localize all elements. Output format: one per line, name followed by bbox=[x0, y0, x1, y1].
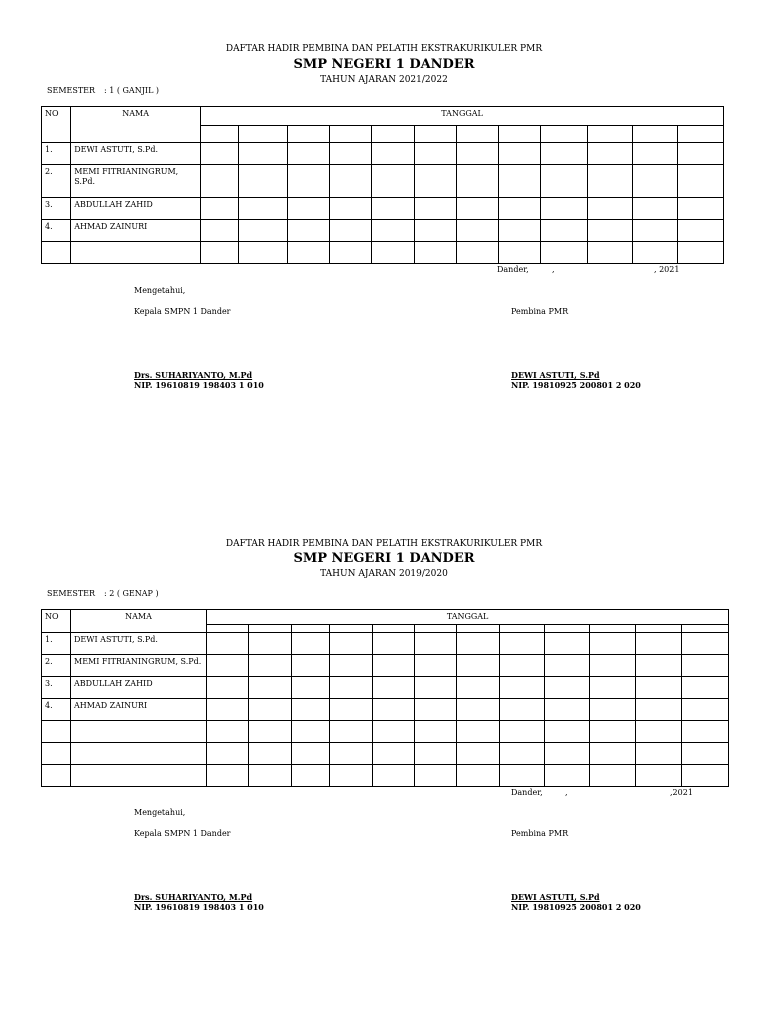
attendance-cell[interactable] bbox=[590, 677, 636, 699]
attendance-cell[interactable] bbox=[456, 242, 498, 264]
attendance-cell[interactable] bbox=[545, 633, 590, 655]
attendance-cell[interactable] bbox=[636, 655, 682, 677]
attendance-cell[interactable] bbox=[457, 655, 500, 677]
date-header-cell[interactable] bbox=[292, 625, 330, 633]
attendance-cell[interactable] bbox=[249, 655, 292, 677]
attendance-cell[interactable] bbox=[201, 220, 239, 242]
advisor-name: DEWI ASTUTI, S.Pd bbox=[511, 370, 600, 380]
attendance-cell[interactable] bbox=[207, 633, 249, 655]
date-year: , 2021 bbox=[654, 265, 680, 274]
attendance-cell[interactable] bbox=[456, 220, 498, 242]
principal-nip: NIP. 19610819 198403 1 010 bbox=[134, 902, 264, 912]
attendance-cell[interactable] bbox=[287, 165, 329, 198]
attendance-cell[interactable] bbox=[457, 765, 500, 787]
attendance-cell[interactable] bbox=[330, 143, 372, 165]
attendance-cell[interactable] bbox=[330, 655, 373, 677]
attendance-cell[interactable] bbox=[292, 633, 330, 655]
attendance-cell[interactable] bbox=[500, 655, 545, 677]
attendance-cell[interactable] bbox=[239, 165, 287, 198]
member-name: AHMAD ZAINURI bbox=[71, 699, 207, 721]
row-number: 2. bbox=[42, 165, 71, 198]
attendance-cell[interactable] bbox=[499, 165, 541, 198]
attendance-cell[interactable] bbox=[590, 633, 636, 655]
attendance-cell[interactable] bbox=[239, 198, 287, 220]
date-header-cell[interactable] bbox=[633, 126, 678, 143]
attendance-cell[interactable] bbox=[330, 765, 373, 787]
attendance-cell[interactable] bbox=[457, 699, 500, 721]
date-header-cell[interactable] bbox=[201, 126, 239, 143]
attendance-cell[interactable] bbox=[330, 699, 373, 721]
table-row bbox=[42, 165, 724, 198]
member-name: ABDULLAH ZAHID bbox=[71, 198, 201, 220]
advisor-title: Pembina PMR bbox=[511, 829, 569, 838]
row-number: 4. bbox=[42, 220, 71, 242]
attendance-cell[interactable] bbox=[373, 677, 415, 699]
attendance-cell[interactable] bbox=[372, 220, 414, 242]
attendance-cell[interactable] bbox=[636, 699, 682, 721]
attendance-cell[interactable] bbox=[500, 765, 545, 787]
attendance-cell[interactable] bbox=[372, 165, 414, 198]
date-header-cell[interactable] bbox=[330, 126, 372, 143]
row-number: 2. bbox=[42, 655, 71, 677]
attendance-cell[interactable] bbox=[207, 743, 249, 765]
semester-label: SEMESTER bbox=[47, 86, 96, 95]
advisor-nip: NIP. 19810925 200801 2 020 bbox=[511, 902, 641, 912]
attendance-cell[interactable] bbox=[587, 220, 632, 242]
table-row bbox=[42, 721, 729, 743]
member-name bbox=[71, 765, 207, 787]
attendance-cell[interactable] bbox=[207, 699, 249, 721]
table-row bbox=[42, 143, 724, 165]
column-header-tanggal: TANGGAL bbox=[207, 610, 729, 625]
attendance-cell[interactable] bbox=[207, 655, 249, 677]
attendance-cell[interactable] bbox=[457, 721, 500, 743]
attendance-cell[interactable] bbox=[636, 677, 682, 699]
attendance-cell[interactable] bbox=[415, 743, 457, 765]
date-header-cell[interactable] bbox=[587, 126, 632, 143]
attendance-cell[interactable] bbox=[541, 143, 587, 165]
attendance-cell[interactable] bbox=[330, 242, 372, 264]
date-header-cell[interactable] bbox=[330, 625, 373, 633]
attendance-cell[interactable] bbox=[292, 743, 330, 765]
place-date-label: Dander, bbox=[497, 265, 529, 274]
table-row bbox=[42, 699, 729, 721]
attendance-cell[interactable] bbox=[545, 743, 590, 765]
attendance-cell[interactable] bbox=[587, 143, 632, 165]
attendance-cell[interactable] bbox=[456, 198, 498, 220]
date-header-cell[interactable] bbox=[678, 126, 724, 143]
attendance-cell[interactable] bbox=[541, 165, 587, 198]
attendance-cell[interactable] bbox=[249, 765, 292, 787]
attendance-cell[interactable] bbox=[373, 633, 415, 655]
date-header-cell[interactable] bbox=[249, 625, 292, 633]
attendance-cell[interactable] bbox=[287, 242, 329, 264]
table-row bbox=[42, 743, 729, 765]
attendance-cell[interactable] bbox=[636, 743, 682, 765]
attendance-cell[interactable] bbox=[682, 655, 729, 677]
attendance-cell[interactable] bbox=[590, 743, 636, 765]
table-row bbox=[42, 633, 729, 655]
attendance-cell[interactable] bbox=[633, 242, 678, 264]
member-name bbox=[71, 242, 201, 264]
principal-name: Drs. SUHARIYANTO, M.Pd bbox=[134, 370, 253, 380]
semester-value: : 2 ( GENAP ) bbox=[104, 589, 159, 598]
attendance-cell[interactable] bbox=[415, 765, 457, 787]
advisor-nip: NIP. 19810925 200801 2 020 bbox=[511, 380, 641, 390]
table-row bbox=[42, 242, 724, 264]
principal-nip: NIP. 19610819 198403 1 010 bbox=[134, 380, 264, 390]
member-name bbox=[71, 721, 207, 743]
row-number: 3. bbox=[42, 677, 71, 699]
attendance-cell[interactable] bbox=[590, 699, 636, 721]
attendance-cell[interactable] bbox=[682, 721, 729, 743]
attendance-cell[interactable] bbox=[239, 242, 287, 264]
attendance-cell[interactable] bbox=[373, 721, 415, 743]
attendance-cell[interactable] bbox=[330, 721, 373, 743]
attendance-cell[interactable] bbox=[249, 743, 292, 765]
attendance-cell[interactable] bbox=[590, 721, 636, 743]
date-header-cell[interactable] bbox=[541, 126, 587, 143]
attendance-cell[interactable] bbox=[678, 198, 724, 220]
attendance-table bbox=[41, 609, 729, 787]
date-header-cell[interactable] bbox=[499, 126, 541, 143]
acknowledgement-label: Mengetahui, bbox=[134, 808, 186, 817]
attendance-cell[interactable] bbox=[330, 165, 372, 198]
date-header-cell[interactable] bbox=[590, 625, 636, 633]
attendance-cell[interactable] bbox=[415, 699, 457, 721]
attendance-cell[interactable] bbox=[456, 165, 498, 198]
attendance-cell[interactable] bbox=[201, 198, 239, 220]
attendance-cell[interactable] bbox=[587, 242, 632, 264]
column-header-no: NO bbox=[42, 107, 71, 143]
row-number bbox=[42, 743, 71, 765]
row-number: 3. bbox=[42, 198, 71, 220]
attendance-cell[interactable] bbox=[500, 699, 545, 721]
row-number bbox=[42, 242, 71, 264]
attendance-cell[interactable] bbox=[239, 220, 287, 242]
attendance-cell[interactable] bbox=[372, 242, 414, 264]
attendance-cell[interactable] bbox=[682, 765, 729, 787]
attendance-cell[interactable] bbox=[636, 721, 682, 743]
attendance-cell[interactable] bbox=[633, 165, 678, 198]
date-header-cell[interactable] bbox=[456, 126, 498, 143]
column-header-nama: NAMA bbox=[71, 107, 201, 143]
attendance-cell[interactable] bbox=[287, 220, 329, 242]
attendance-cell[interactable] bbox=[636, 765, 682, 787]
date-header-cell[interactable] bbox=[287, 126, 329, 143]
table-row bbox=[42, 655, 729, 677]
document-heading: DAFTAR HADIR PEMBINA DAN PELATIH EKSTRAKURIKULER PMR bbox=[225, 44, 543, 54]
row-number: 1. bbox=[42, 143, 71, 165]
advisor-name: DEWI ASTUTI, S.Pd bbox=[511, 892, 600, 902]
attendance-cell[interactable] bbox=[457, 633, 500, 655]
attendance-cell[interactable] bbox=[456, 143, 498, 165]
date-header-cell[interactable] bbox=[545, 625, 590, 633]
attendance-cell[interactable] bbox=[249, 699, 292, 721]
attendance-cell[interactable] bbox=[500, 721, 545, 743]
attendance-cell[interactable] bbox=[545, 699, 590, 721]
table-row bbox=[42, 677, 729, 699]
attendance-cell[interactable] bbox=[207, 721, 249, 743]
attendance-cell[interactable] bbox=[545, 655, 590, 677]
column-header-no: NO bbox=[42, 610, 71, 633]
attendance-cell[interactable] bbox=[545, 765, 590, 787]
attendance-cell[interactable] bbox=[201, 242, 239, 264]
attendance-cell[interactable] bbox=[499, 220, 541, 242]
attendance-cell[interactable] bbox=[545, 677, 590, 699]
attendance-cell[interactable] bbox=[415, 655, 457, 677]
attendance-cell[interactable] bbox=[330, 220, 372, 242]
attendance-cell[interactable] bbox=[415, 721, 457, 743]
attendance-cell[interactable] bbox=[415, 677, 457, 699]
attendance-cell[interactable] bbox=[292, 655, 330, 677]
acknowledgement-label: Mengetahui, bbox=[134, 286, 186, 295]
attendance-cell[interactable] bbox=[330, 198, 372, 220]
attendance-cell[interactable] bbox=[499, 198, 541, 220]
attendance-cell[interactable] bbox=[292, 721, 330, 743]
attendance-cell[interactable] bbox=[678, 242, 724, 264]
attendance-cell[interactable] bbox=[682, 699, 729, 721]
attendance-cell[interactable] bbox=[587, 165, 632, 198]
attendance-cell[interactable] bbox=[249, 633, 292, 655]
attendance-cell[interactable] bbox=[678, 143, 724, 165]
principal-title: Kepala SMPN 1 Dander bbox=[134, 307, 231, 316]
attendance-cell[interactable] bbox=[457, 743, 500, 765]
attendance-cell[interactable] bbox=[414, 165, 456, 198]
attendance-cell[interactable] bbox=[500, 633, 545, 655]
column-header-tanggal: TANGGAL bbox=[201, 107, 724, 126]
attendance-cell[interactable] bbox=[682, 677, 729, 699]
attendance-cell[interactable] bbox=[633, 220, 678, 242]
table-row bbox=[42, 220, 724, 242]
attendance-cell[interactable] bbox=[415, 633, 457, 655]
attendance-cell[interactable] bbox=[500, 677, 545, 699]
column-header-nama: NAMA bbox=[71, 610, 207, 633]
attendance-cell[interactable] bbox=[678, 165, 724, 198]
attendance-cell[interactable] bbox=[682, 633, 729, 655]
date-header-cell[interactable] bbox=[457, 625, 500, 633]
attendance-cell[interactable] bbox=[633, 143, 678, 165]
member-name: ABDULLAH ZAHID bbox=[71, 677, 207, 699]
attendance-cell[interactable] bbox=[587, 198, 632, 220]
attendance-cell[interactable] bbox=[249, 721, 292, 743]
table-row bbox=[42, 765, 729, 787]
attendance-cell[interactable] bbox=[201, 165, 239, 198]
row-number: 4. bbox=[42, 699, 71, 721]
date-separator: , bbox=[552, 265, 555, 274]
attendance-cell[interactable] bbox=[414, 143, 456, 165]
attendance-cell[interactable] bbox=[207, 677, 249, 699]
attendance-cell[interactable] bbox=[292, 677, 330, 699]
attendance-cell[interactable] bbox=[500, 743, 545, 765]
date-header-cell[interactable] bbox=[682, 625, 729, 633]
date-year: ,2021 bbox=[670, 788, 693, 797]
member-name bbox=[71, 743, 207, 765]
attendance-cell[interactable] bbox=[330, 677, 373, 699]
place-date-label: Dander, bbox=[511, 788, 543, 797]
attendance-cell[interactable] bbox=[207, 765, 249, 787]
attendance-cell[interactable] bbox=[373, 743, 415, 765]
attendance-cell[interactable] bbox=[201, 143, 239, 165]
school-name: SMP NEGERI 1 DANDER bbox=[293, 551, 475, 566]
principal-title: Kepala SMPN 1 Dander bbox=[134, 829, 231, 838]
attendance-cell[interactable] bbox=[249, 677, 292, 699]
date-header-cell[interactable] bbox=[207, 625, 249, 633]
date-header-cell[interactable] bbox=[372, 126, 414, 143]
member-name: AHMAD ZAINURI bbox=[71, 220, 201, 242]
date-header-cell[interactable] bbox=[500, 625, 545, 633]
date-header-cell[interactable] bbox=[415, 625, 457, 633]
advisor-title: Pembina PMR bbox=[511, 307, 569, 316]
attendance-cell[interactable] bbox=[239, 143, 287, 165]
attendance-cell[interactable] bbox=[541, 242, 587, 264]
attendance-cell[interactable] bbox=[682, 743, 729, 765]
attendance-cell[interactable] bbox=[541, 198, 587, 220]
attendance-cell[interactable] bbox=[372, 143, 414, 165]
attendance-cell[interactable] bbox=[499, 143, 541, 165]
date-header-cell[interactable] bbox=[414, 126, 456, 143]
attendance-table bbox=[41, 106, 724, 264]
date-header-cell[interactable] bbox=[239, 126, 287, 143]
attendance-cell[interactable] bbox=[590, 655, 636, 677]
attendance-cell[interactable] bbox=[292, 765, 330, 787]
document-heading: DAFTAR HADIR PEMBINA DAN PELATIH EKSTRAKURIKULER PMR bbox=[225, 539, 543, 549]
table-row bbox=[42, 198, 724, 220]
semester-label: SEMESTER bbox=[47, 589, 96, 598]
member-name: DEWI ASTUTI, S.Pd. bbox=[71, 633, 207, 655]
row-number bbox=[42, 721, 71, 743]
attendance-cell[interactable] bbox=[590, 765, 636, 787]
attendance-cell[interactable] bbox=[414, 198, 456, 220]
attendance-cell[interactable] bbox=[633, 198, 678, 220]
attendance-cell[interactable] bbox=[373, 655, 415, 677]
semester-value: : 1 ( GANJIL ) bbox=[104, 86, 160, 95]
attendance-cell[interactable] bbox=[414, 220, 456, 242]
date-separator: , bbox=[565, 788, 568, 797]
school-name: SMP NEGERI 1 DANDER bbox=[293, 57, 475, 72]
attendance-cell[interactable] bbox=[373, 765, 415, 787]
date-header-cell[interactable] bbox=[636, 625, 682, 633]
attendance-cell[interactable] bbox=[287, 198, 329, 220]
attendance-cell[interactable] bbox=[414, 242, 456, 264]
attendance-cell[interactable] bbox=[292, 699, 330, 721]
attendance-cell[interactable] bbox=[373, 699, 415, 721]
attendance-cell[interactable] bbox=[541, 220, 587, 242]
academic-year: TAHUN AJARAN 2021/2022 bbox=[320, 75, 448, 85]
academic-year: TAHUN AJARAN 2019/2020 bbox=[320, 569, 448, 579]
attendance-cell[interactable] bbox=[287, 143, 329, 165]
attendance-cell[interactable] bbox=[330, 743, 373, 765]
attendance-cell[interactable] bbox=[499, 242, 541, 264]
attendance-cell[interactable] bbox=[457, 677, 500, 699]
row-number bbox=[42, 765, 71, 787]
date-header-cell[interactable] bbox=[373, 625, 415, 633]
principal-name: Drs. SUHARIYANTO, M.Pd bbox=[134, 892, 253, 902]
attendance-cell[interactable] bbox=[372, 198, 414, 220]
member-name: MEMI FITRIANINGRUM, S.Pd. bbox=[71, 655, 207, 677]
attendance-cell[interactable] bbox=[330, 633, 373, 655]
row-number: 1. bbox=[42, 633, 71, 655]
attendance-cell[interactable] bbox=[636, 633, 682, 655]
attendance-cell[interactable] bbox=[678, 220, 724, 242]
member-name: DEWI ASTUTI, S.Pd. bbox=[71, 143, 201, 165]
attendance-cell[interactable] bbox=[545, 721, 590, 743]
member-name: MEMI FITRIANINGRUM, S.Pd. bbox=[71, 165, 201, 198]
